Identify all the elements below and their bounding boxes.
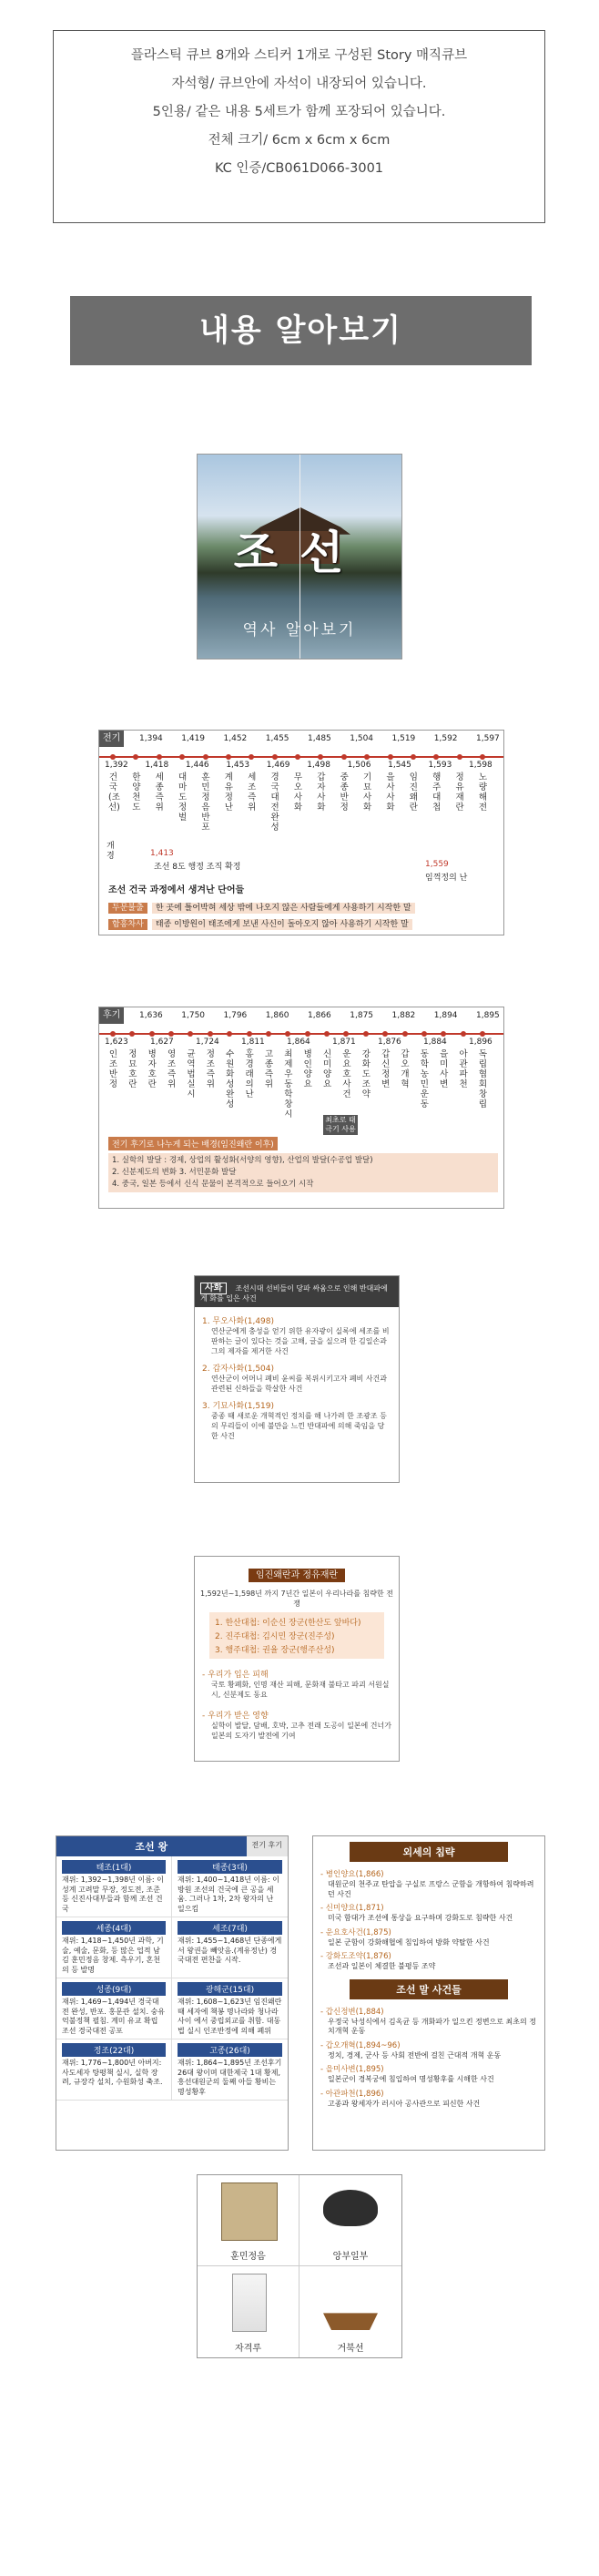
card-item-title: 1. 무오사화(1,498) [202,1317,275,1326]
kings-card [56,1835,289,2151]
term-desc: 태종 이방원이 태조에게 보낸 사신이 돌아오지 않아 사용하기 시작한 말 [152,919,412,930]
kings-badge: 전기 후기 [247,1836,288,1856]
timeline-dot [324,1031,330,1037]
year-label-bottom: 1,498 [307,761,330,770]
timeline-dot [295,754,300,760]
king-name: 태종(3대) [178,1860,282,1874]
battle-item: 2. 진주대첩: 김시민 장군(진주성) [215,1632,335,1641]
book-icon [221,2182,278,2241]
year-label-bottom: 1,453 [226,761,250,770]
product-info-box [53,30,545,223]
year-label-bottom: 1,598 [469,761,492,770]
king-entry [172,1917,288,1978]
card-tag: 임진왜란과 정유재란 [249,1569,345,1582]
year-label-bottom: 1,392 [105,761,128,770]
king-desc: 재위: 1,392~1,398년 이름: 이성계 고려말 무장, 정도전, 조준 등 신진사대부들과 함께 조선 건국 [62,1876,164,1913]
timeline-dot [318,754,323,760]
term-row [108,896,415,914]
note-text: 임꺽정의 난 [425,874,468,883]
timeline-early-card [98,730,504,935]
year-label-top: 1,394 [139,734,163,743]
kings-header: 조선 왕 [56,1836,247,1856]
king-entry [56,1856,172,1917]
timeline-event: 균역법실시 [187,1049,196,1099]
relic-tile [198,2266,300,2357]
foreign-item-title: - 신미양요(1,871) [320,1904,384,1913]
timeline-dot [305,1031,310,1037]
foreign-item-title: - 을미사변(1,895) [320,2065,384,2074]
background-item: 2. 신분제도의 변화 3. 서민문화 발달 [112,1168,237,1177]
timeline-dot [203,754,208,760]
effects-desc: 국토 황폐화, 인명 재산 피해, 문화재 불타고 파괴 서원실시, 신분제도 동요 [211,1681,390,1699]
card-item-desc: 연산군이 어머니 폐비 윤씨를 복위시키고자 폐비 사건과 관련된 신하들을 학살한 사건 [211,1375,387,1393]
timeline-event: 동학농민운동 [420,1049,429,1109]
year-label-top: 1,419 [181,734,206,743]
king-desc: 재위: 1,776~1,800년 아버지: 사도세자 탕평책 실시, 실학 장려, 규장각 설치, 수원화성 축조. [62,2059,163,2086]
relic-caption: 훈민정음 [230,2252,266,2262]
timeline-event: 노량해전 [478,772,488,813]
foreign-item-desc: 정치, 경제, 군사 등 사회 전반에 걸친 근대적 개혁 운동 [328,2050,502,2060]
timeline-dot [226,754,231,760]
cover-title: 조선 [233,526,366,579]
timeline-dot [285,1031,290,1037]
timeline-event: 홍경래의난 [245,1049,254,1099]
king-name: 태조(1대) [62,1860,166,1874]
foreign-item-desc: 조선과 일본이 체결한 불평등 조약 [328,1962,436,1970]
king-name: 고종(26대) [178,2043,282,2057]
year-label-top: 1,875 [350,1011,374,1020]
timeline-event: 고종즉위 [264,1049,274,1089]
king-desc: 재위: 1,455~1,468년 단종에게서 왕권을 빼앗음.(계유정난) 경국대전 편찬을 시작. [178,1937,282,1964]
timeline-event: 독립협회창립 [478,1049,488,1109]
timeline-event: 수원화성완성 [226,1049,235,1109]
card-header [195,1276,399,1307]
timeline-event: 대마도정벌 [178,772,188,823]
sundial-icon [323,2190,378,2226]
timeline-dot [364,754,370,760]
timeline-dot [480,1031,485,1037]
foreign-item-desc: 우정국 낙성식에서 김옥균 등 개화파가 일으킨 정변으로 최초의 정치개혁 운동 [328,2017,536,2035]
timeline-event: 병인양요 [303,1049,312,1089]
battle-item: 1. 한산대첩: 이순신 장군(한산도 앞바다) [215,1619,361,1628]
timeline-dot [247,1031,252,1037]
imjin-card [194,1556,400,1762]
timeline-event: 운요호사건 [342,1049,351,1099]
timeline-event: 세조즉위 [248,772,257,813]
timeline-dot [129,1031,135,1037]
year-label-top: 1,894 [433,1011,458,1020]
card-item-desc: 연산군에게 충성을 얻기 위한 유자광이 실록에 세조를 비판하는 글이 있다는 것을 고해, 글을 실으려 한 김일손과 그의 제자를 제거한 사건 [211,1327,390,1355]
battle-item: 3. 행주대첩: 권율 장군(행주산성) [215,1646,335,1655]
term-row [108,913,412,930]
year-label-bottom: 1,418 [145,761,169,770]
timeline-event: 정묘호란 [128,1049,137,1089]
timeline-event: 건국(조선) [108,772,120,813]
info-line: KC 인증/CB061D066-3001 [214,161,384,176]
year-label-bottom: 1,896 [469,1038,492,1047]
foreign-header2: 조선 말 사건들 [350,1979,508,1999]
year-label-top: 1,750 [181,1011,206,1020]
timeline-dot [411,754,416,760]
timeline-event: 무오사화 [293,772,303,813]
timeline-dot [343,1031,349,1037]
section-banner: 내용 알아보기 [70,296,532,365]
foreign-header: 외세의 침략 [350,1842,508,1862]
timeline-dot [433,754,439,760]
water-clock-icon [232,2274,267,2332]
timeline-event: 계유정난 [224,772,233,813]
year-label-bottom: 1,724 [196,1038,219,1047]
timeline-event: 을사사화 [386,772,395,813]
background-item: 4. 중국, 일본 등에서 신식 문물이 본격적으로 들어오기 시작 [112,1180,314,1189]
timeline-dot [382,1031,388,1037]
card-tag: 사화 [200,1283,227,1294]
king-entry [172,2039,288,2101]
year-label-top: 1,597 [476,734,500,743]
timeline-dot [157,754,162,760]
year-label-top: 1,452 [223,734,248,743]
note-text: 최초로 태극기 사용 [323,1115,358,1135]
term-desc: 한 곳에 틀어박혀 세상 밖에 나오지 않은 사람들에게 사용하기 시작한 말 [152,903,415,914]
relic-caption: 거북선 [337,2344,364,2354]
year-label-bottom: 1,811 [241,1038,265,1047]
year-label-top: 1,796 [223,1011,248,1020]
note-year: 1,559 [425,860,449,869]
timeline-dot [421,1031,427,1037]
king-name: 세조(7대) [178,1921,282,1935]
background-item: 1. 실학의 발달 : 경제, 상업의 활성화(서양의 영향), 산업의 발달(수공업 발달) [112,1156,373,1165]
turtle-ship-icon [323,2274,378,2330]
king-entry [172,1856,288,1917]
timeline-event: 한양천도 [132,772,141,813]
relic-caption: 자격루 [235,2344,261,2354]
foreign-item-title: - 강화도조약(1,876) [320,1952,391,1961]
timeline-dot [480,754,485,760]
year-label-bottom: 1,871 [332,1038,356,1047]
kings-header-row [56,1836,288,1856]
year-label-top: 1,519 [391,734,416,743]
timeline-dot [341,754,347,760]
card-header-text: 1,592년~1,598년 까지 7년간 일본이 우리나라를 침략한 전쟁 [200,1590,393,1608]
relic-tile [198,2175,300,2266]
effects-title: - 우리가 입은 피해 [202,1671,269,1680]
timeline-dot [110,1031,116,1037]
timeline-dot [249,754,254,760]
timeline-event: 병자호란 [147,1049,157,1089]
timeline-event: 강화도조약 [361,1049,371,1099]
king-desc: 재위: 1,400~1,418년 이름: 이방원 조선의 건국에 큰 공을 세움. 그러나 1차, 2차 왕자의 난 일으킴 [178,1876,279,1913]
timeline-dot [461,1031,466,1037]
foreign-item-title: - 운요호사건(1,875) [320,1927,391,1937]
timeline-dot [272,754,278,760]
year-label-bottom: 1,864 [287,1038,310,1047]
king-desc: 재위: 1,608~1,623년 임진왜란 때 세자에 책봉 명나라와 청나라 사이 에서 중립외교를 취함. 대동법 실시 인조반정에 의해 폐위 [178,1998,282,2035]
year-label-top: 1,636 [139,1011,163,1020]
year-label-top: 1,455 [265,734,289,743]
timeline-event: 을미사변 [440,1049,449,1089]
year-label-bottom: 1,876 [378,1038,401,1047]
timeline-dot [402,1031,408,1037]
timeline-dot [457,754,462,760]
year-label-top: 1,592 [433,734,458,743]
foreign-item-title: - 갑신정변(1,884) [320,2007,384,2017]
timeline-event: 세종즉위 [155,772,164,813]
foreign-item-desc: 미국 함대가 조선에 통상을 요구하며 강화도로 침략한 사건 [328,1914,513,1922]
relic-tile [300,2175,401,2266]
timeline-event: 행주대첩 [432,772,442,813]
cover-subtitle: 역사 알아보기 [242,621,357,639]
info-line: 자석형/ 큐브안에 자석이 내장되어 있습니다. [171,77,427,91]
cover-image [197,454,402,659]
timeline-dot [227,1031,232,1037]
card-header [195,1564,399,1581]
year-label-bottom: 1,506 [347,761,371,770]
timeline-event: 신미양요 [322,1049,332,1089]
year-label-top: 1,485 [308,734,331,743]
timeline-event: 갑신정변 [381,1049,391,1089]
timeline-event: 아관파천 [459,1049,468,1089]
term-label: 두문불출 [108,903,147,914]
timeline-dot [168,1031,174,1037]
foreign-item-desc: 일본군이 경복궁에 침입하여 명성황후를 시해한 사건 [328,2075,494,2083]
timeline-event: 인조반정 [108,1049,118,1089]
timeline-dot [149,1031,155,1037]
info-line: 5인용/ 같은 내용 5세트가 함께 포장되어 있습니다. [152,105,446,119]
king-entry [56,2039,172,2101]
year-label-top: 1,866 [308,1011,331,1020]
king-entry [56,1978,172,2039]
foreign-card [312,1835,545,2151]
timeline-dot [179,754,185,760]
timeline-event: 기묘사화 [363,772,372,813]
info-line: 플라스틱 큐브 8개와 스티커 1개로 구성된 Story 매직큐브 [130,48,468,63]
timeline-event: 최제우동학창시 [284,1049,293,1119]
japan-desc: 실학이 발달, 담배, 호박, 고추 전래 도공이 일본에 건너가 일본의 도자기 발전에 기여 [211,1722,391,1740]
timeline-event: 임진왜란 [409,772,418,813]
timeline-dot [266,1031,271,1037]
timeline-dot [388,754,393,760]
timeline-event: 갑오개혁 [401,1049,410,1089]
relic-tile [300,2266,401,2357]
term-label: 함흥차사 [108,919,147,930]
year-label-top: 1,895 [476,1011,500,1020]
king-name: 세종(4대) [62,1921,166,1935]
king-entry [172,1978,288,2039]
king-name: 성종(9대) [62,1982,166,1996]
foreign-item-desc: 고종과 왕세자가 러시아 공사관으로 피신한 사건 [328,2099,481,2108]
timeline-event: 정조즉위 [206,1049,215,1089]
timeline-event: 훈민정음반포 [201,772,210,833]
king-name: 정조(22대) [62,2043,166,2057]
info-line: 전체 크기/ 6cm x 6cm x 6cm [208,133,391,148]
year-label-bottom: 1,446 [185,761,209,770]
japan-title: - 우리가 받은 영향 [202,1712,269,1721]
timeline-dot [188,1031,193,1037]
year-label-bottom: 1,593 [428,761,452,770]
background-list [108,1153,498,1192]
timeline-event: 영조즉위 [168,1049,177,1089]
year-label-bottom: 1,623 [105,1038,128,1047]
king-desc: 재위: 1,864~1,895년 조선후기 26대 왕이며 대한제국 1대 황제, 흥선대원군의 둘째 아들 황비는 명성황후 [178,2059,282,2096]
sahwa-card [194,1275,400,1483]
timeline-event: 경국대전완성 [270,772,279,833]
card-item-desc: 중종 때 새로운 개혁적인 정치를 해 나가려 한 조광조 등의 무리들이 이에 불만을 느낀 반대파에 의해 죽임을 당한 사건 [211,1412,387,1440]
timeline-dot [208,1031,213,1037]
timeline-late-card [98,1007,504,1209]
year-label-top: 1,860 [265,1011,289,1020]
foreign-item-title: - 병인양요(1,866) [320,1870,384,1879]
foreign-item-desc: 대원군의 천주교 탄압을 구실로 프랑스 군함을 개항하여 침략하려던 사건 [328,1880,534,1898]
relics-grid [197,2174,402,2358]
king-entry [56,1917,172,1978]
timeline-dot [441,1031,446,1037]
timeline-dot [110,754,116,760]
relic-caption: 앙부일부 [332,2252,369,2262]
year-label-top: 1,882 [391,1011,416,1020]
timeline-dot [363,1031,369,1037]
timeline-dot [133,754,138,760]
timeline-caption: 전기 [99,731,124,747]
note-year: 1,413 [150,849,174,858]
note-text: 조선 8도 행정 조직 확정 [154,863,241,872]
king-name: 광해군(15대) [178,1982,282,1996]
note-text: 개경 [107,842,115,861]
year-label-bottom: 1,884 [423,1038,447,1047]
timeline-caption: 후기 [99,1007,124,1024]
year-label-bottom: 1,469 [266,761,290,770]
king-desc: 재위: 1,418~1,450년 과학, 기술, 예술, 문화, 등 많은 업적 남김 훈민정음 창제. 측우기, 혼천의 등 발명 [62,1937,164,1974]
foreign-item-title: - 아관파천(1,896) [320,2089,384,2099]
card-item-title: 2. 갑자사화(1,504) [202,1365,275,1374]
card-item-title: 3. 기묘사화(1,519) [202,1402,275,1411]
foreign-item-desc: 일본 군함이 강화해협에 침입하여 방화 약탈한 사건 [328,1937,490,1947]
subhead: 전기 후기로 나누게 되는 배경(임진왜란 이후) [108,1137,278,1150]
year-label-bottom: 1,627 [150,1038,174,1047]
year-label-bottom: 1,545 [388,761,411,770]
timeline-event: 중종반정 [340,772,349,813]
foreign-item-title: - 갑오개혁(1,894~96) [320,2040,401,2050]
card-header-text: 조선시대 선비들이 당파 싸움으로 인해 반대파에게 화를 입은 사건 [200,1284,388,1303]
subhead: 조선 건국 과정에서 생겨난 단어들 [108,885,245,895]
timeline-event: 정유재란 [455,772,464,813]
battle-list [209,1612,384,1659]
year-label-top: 1,504 [350,734,374,743]
king-desc: 재위: 1,469~1,494년 경국대전 완성, 반포. 홍문관 설치. 숭유억불정책 펼침. 계미 유교 확립 조선 경국대전 공포 [62,1998,166,2035]
timeline-event: 갑자사화 [317,772,326,813]
